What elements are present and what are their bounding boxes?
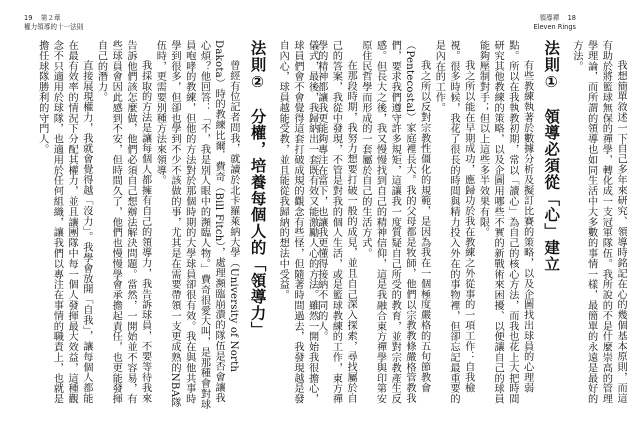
law-2-heading: 法則② 分權，培養每個人的「領導力」	[248, 40, 267, 338]
left-paragraph-2: 我採取的方法是讓每個人都擁有自己的領導力，我告訴球員，不要等待我來告訴他們該怎麼做，他們必須自己想辦法解決問題。當然，一開始並不容易，有些球員會因此感到不安，但時間久了，他們也慢慢學會承擔起責任，也更能發揮自己的潛力。	[95, 40, 151, 404]
left-page-text	[34, 40, 319, 412]
left-paragraph-3: 直接展現權力，我就會覺得越「沒力」。我學會放開「自我」，讓每個人都能在最有效率的情況下分配其權力，並且讓團隊中每一個人發揮最大效益，這種觀念不只適用於球隊，也適用於任何組織，讓我們以專注在事情的職責上，也就是擔任球隊勝利的守門人。	[36, 40, 92, 404]
right-paragraph-2: 有些教練執著於數據分析及擬訂比賽的策略，以及企圖找出球員的心理弱點。所以在我執教初期，常以「讀心」為自己的核心方法，而我也花上大把時間研究其他教練的策略，以及企圖用哪些不實的新戰術來困擾、以便讓自己的球員能夠壓制對手；但以上這些多半效果有限。	[477, 40, 533, 404]
right-paragraph-1: 我想簡單敘述一下自己多年來研究、領導時銘記在心的幾個基本原則，而這有助於將籃球無保的禪學，轉化成一支冠軍隊伍。我所說的不是什麼崇高的管理學理論，而所謂的領導也如同生活中大多數的事情一樣，最簡單的永遠是最好的方法。	[570, 40, 627, 404]
right-paragraph-3: 我之所以能在早期成功，應歸功於我在教練之外從事的一項工作：自我檢視。很多時候，我花了很長的時間與精力投入外在的事物裡，但卻忘記最重要的是內在的工作。	[433, 40, 474, 404]
right-running-title: 領導禪	[539, 14, 560, 22]
left-page-number: 19	[24, 14, 33, 22]
left-book-title: 權力領導的十一法則	[24, 23, 84, 31]
left-page	[34, 40, 318, 412]
law-1-heading: 法則① 領導必須從「心」建立	[542, 40, 561, 273]
right-paragraph-5: 在那段時期，我努力想要打破一般的成見，並且自己深入探索，尋找屬於自己的答案，我從中發現，不管是對我的個人生活，或是籃球教練的工作，東方禪學的精神都讓我更能夠專注在當下，也讓我更懂得接納不同的人。	[315, 40, 357, 404]
right-page	[313, 40, 627, 412]
right-page-text	[313, 40, 627, 412]
left-paragraph-intro: 儀式，最後，我歸納出一套既有效又能激勵人心的方法。雖然一開始我很擔心，球員們會不會覺得這套打破成規的觀念有些怪，但隨著時間過去，我發現越是發自內心，球員越能受教，並且能從我歸納的想法中受益。	[277, 40, 318, 404]
right-header-line1	[533, 14, 576, 23]
right-page-header	[533, 14, 576, 32]
left-paragraph-1: 曾經有位記者問我，就讀於北卡羅萊納大學（University of North Dakota）時的教練比爾．費奇（Bill Fitch），處理瀕臨崩潰的隊伍是否會讓我心煩？他回答：「不，我是別人眼中的瀕臨人物。」費奇很愛大叫，是那種會對球員咆哮的教練，但他的方法對於那個時期的大學球員卻很有效。我在與他共事時學到很多，但卻也學到不少不該做的事，尤其是在需要帶領一支更成熟的NBA隊伍時，更需要別種方法來領導。	[154, 40, 239, 410]
right-page-number: 18	[567, 14, 576, 22]
left-page-header	[24, 14, 83, 32]
left-chapter-label: 第２章	[40, 14, 61, 22]
right-paragraph-4: 我之所以反對宗教性僵化的規範，是因為我在一個極度嚴格的五旬節教會（Pentecostal）家庭裡長大。我的父母都是牧師，他們以宗教教條嚴格管教我們，要求我們遵守許多規矩，這讓我一度質疑自己所受的教育，並對宗教產生反感。但長大之後，我又慢慢找到自己的精神信仰，這是我融合東方禪學與印第安原住民哲學而形成的一套屬於自己的生活方式。	[359, 40, 430, 404]
left-header-line1	[24, 14, 83, 23]
right-english-title: Eleven Rings	[533, 23, 576, 31]
